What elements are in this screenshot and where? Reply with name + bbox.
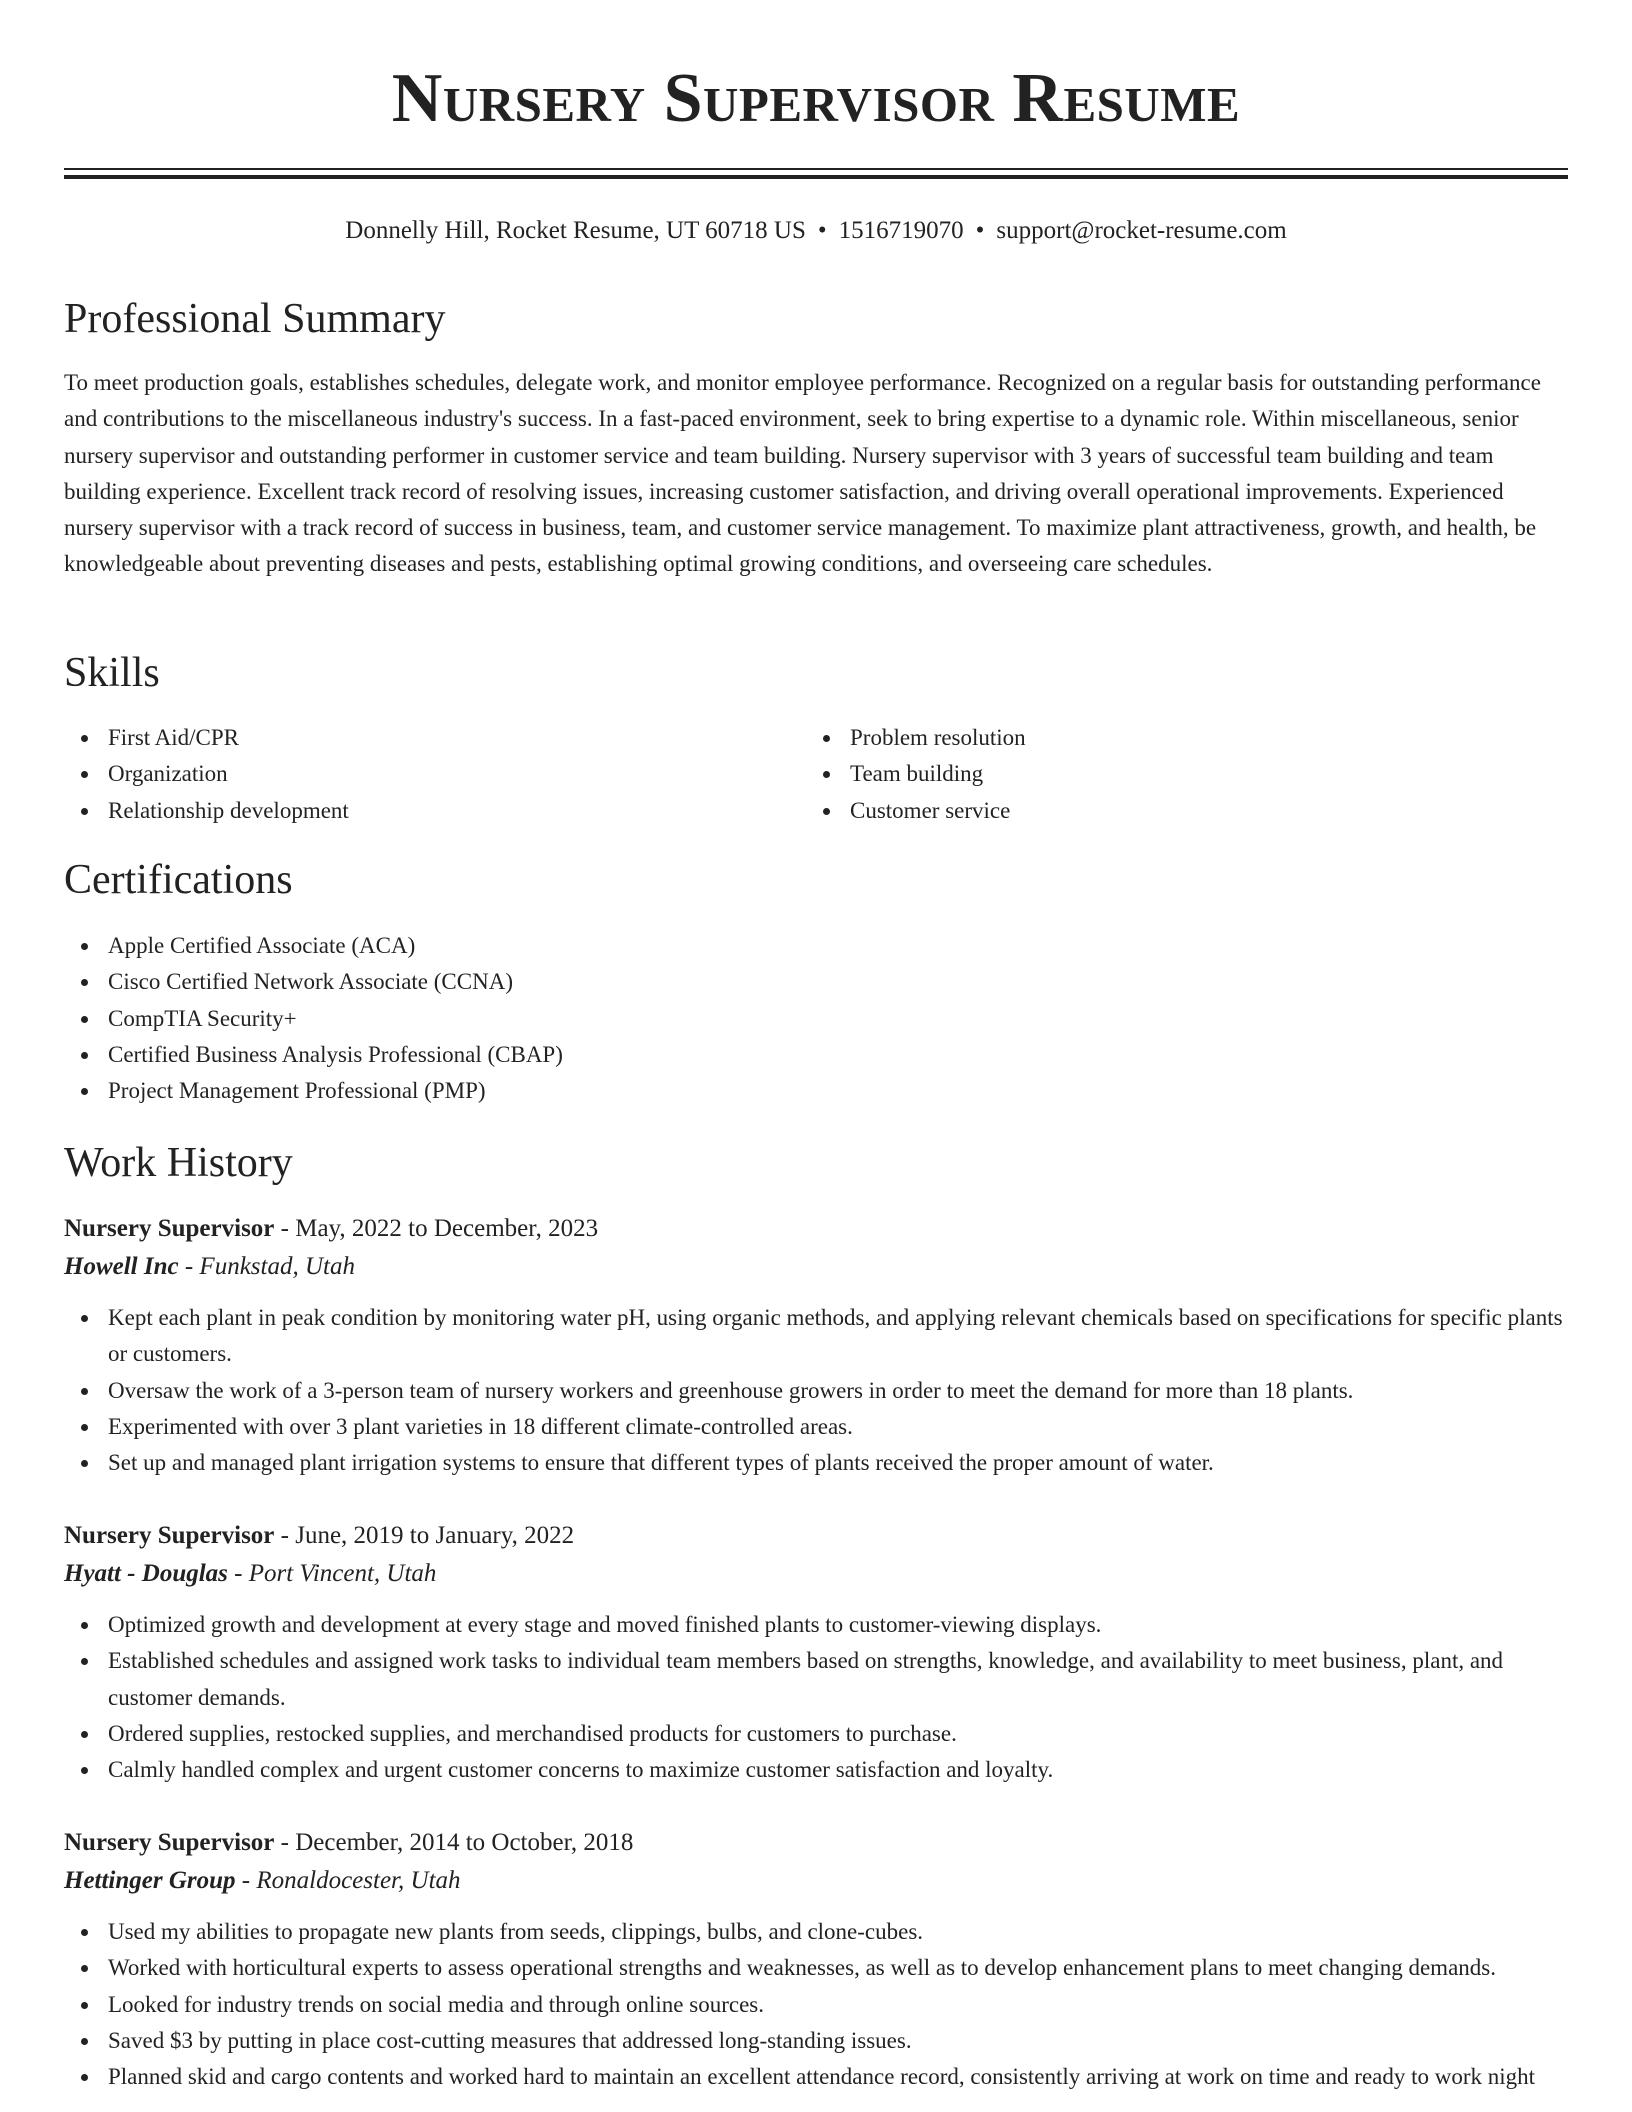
job-bullets xyxy=(64,1914,1568,2095)
job-bullet: Set up and managed plant irrigation systems to ensure that different types of plants received the proper amount of water. xyxy=(64,1445,1568,1481)
job-bullet: Planned skid and cargo contents and worked hard to maintain an excellent attendance record, consistently arriving at work on time and ready to work night xyxy=(64,2059,1568,2095)
skills-column-left xyxy=(64,720,806,829)
job-header xyxy=(64,1824,1568,1862)
skill-item: Relationship development xyxy=(64,793,806,829)
resume-title: Nursery Supervisor Resume xyxy=(391,60,1241,137)
job-employer xyxy=(64,1248,1568,1286)
certification-item: Cisco Certified Network Associate (CCNA) xyxy=(64,964,1568,1000)
summary-heading: Professional Summary xyxy=(64,296,446,342)
certification-item: Apple Certified Associate (ACA) xyxy=(64,928,1568,964)
job-title: Nursery Supervisor xyxy=(64,1215,275,1242)
skills-column-right xyxy=(806,720,1548,829)
job-bullet: Kept each plant in peak condition by monitoring water pH, using organic methods, and applying relevant chemicals based on specifications for specific plants or customers. xyxy=(64,1300,1568,1373)
job-bullet: Established schedules and assigned work tasks to individual team members based on strengths, knowledge, and availability to meet business, plant, and customer demands. xyxy=(64,1643,1568,1716)
certification-item: Project Management Professional (PMP) xyxy=(64,1073,1568,1109)
job-header xyxy=(64,1517,1568,1555)
job-entry xyxy=(64,1824,1568,2095)
certifications-list xyxy=(64,928,1568,1109)
title-divider-thin xyxy=(64,168,1568,170)
job-company: Hyatt - Douglas xyxy=(64,1560,228,1587)
work-history-heading: Work History xyxy=(64,1140,293,1186)
job-bullets xyxy=(64,1607,1568,1788)
job-bullets xyxy=(64,1300,1568,1481)
job-entry xyxy=(64,1210,1568,1481)
job-dates: - December, 2014 to October, 2018 xyxy=(280,1829,634,1856)
job-company: Hettinger Group xyxy=(64,1867,236,1894)
certification-item: CompTIA Security+ xyxy=(64,1001,1568,1037)
certifications-heading: Certifications xyxy=(64,857,293,903)
certification-item: Certified Business Analysis Professional (CBAP) xyxy=(64,1037,1568,1073)
skill-item: Organization xyxy=(64,756,806,792)
job-bullet: Saved $3 by putting in place cost-cutting measures that addressed long-standing issues. xyxy=(64,2023,1568,2059)
job-bullet: Worked with horticultural experts to assess operational strengths and weaknesses, as well as to develop enhancement plans to meet changing demands. xyxy=(64,1950,1568,1986)
job-bullet: Ordered supplies, restocked supplies, and merchandised products for customers to purchase. xyxy=(64,1716,1568,1752)
skill-item: Customer service xyxy=(806,793,1548,829)
skill-item: Team building xyxy=(806,756,1548,792)
job-location: - Port Vincent, Utah xyxy=(234,1560,437,1587)
job-location: - Ronaldocester, Utah xyxy=(241,1867,461,1894)
job-header xyxy=(64,1210,1568,1248)
contact-separator: • xyxy=(817,217,827,244)
job-bullet: Optimized growth and development at every stage and moved finished plants to customer-viewing displays. xyxy=(64,1607,1568,1643)
job-employer xyxy=(64,1862,1568,1900)
skills-heading: Skills xyxy=(64,650,160,696)
job-bullet: Calmly handled complex and urgent customer concerns to maximize customer satisfaction and loyalty. xyxy=(64,1752,1568,1788)
skill-item: First Aid/CPR xyxy=(64,720,806,756)
job-company: Howell Inc xyxy=(64,1253,179,1280)
job-bullet: Experimented with over 3 plant varieties in 18 different climate-controlled areas. xyxy=(64,1409,1568,1445)
job-title: Nursery Supervisor xyxy=(64,1829,275,1856)
job-employer xyxy=(64,1555,1568,1593)
contact-address: Donnelly Hill, Rocket Resume, UT 60718 US xyxy=(345,217,806,244)
contact-phone: 1516719070 xyxy=(838,217,964,244)
job-dates: - May, 2022 to December, 2023 xyxy=(280,1215,599,1242)
skill-item: Problem resolution xyxy=(806,720,1548,756)
contact-email: support@rocket-resume.com xyxy=(996,217,1287,244)
contact-line xyxy=(64,214,1568,248)
contact-separator: • xyxy=(975,217,985,244)
job-dates: - June, 2019 to January, 2022 xyxy=(280,1522,575,1549)
job-bullet: Oversaw the work of a 3-person team of nursery workers and greenhouse growers in order to meet the demand for more than 18 plants. xyxy=(64,1373,1568,1409)
job-bullet: Looked for industry trends on social media and through online sources. xyxy=(64,1987,1568,2023)
job-entry xyxy=(64,1517,1568,1788)
summary-text: To meet production goals, establishes schedules, delegate work, and monitor employee performance. Recognized on a regular basis for outstanding performance and contributions to the miscellaneous industry's success. In a fast-paced environment, seek to bring expertise to a dynamic role. Within miscellaneous, senior nursery supervisor and outstanding performer in customer service and team building. Nursery supervisor with 3 years of successful team building and team building experience. Excellent track record of resolving issues, increasing customer satisfaction, and driving overall operational improvements. Experienced nursery supervisor with a track record of success in business, team, and customer service management. To maximize plant attractiveness, growth, and health, be knowledgeable about preventing diseases and pests, establishing optimal growing conditions, and overseeing care schedules. xyxy=(64,370,1541,577)
job-bullet: Used my abilities to propagate new plants from seeds, clippings, bulbs, and clone-cubes. xyxy=(64,1914,1568,1950)
job-location: - Funkstad, Utah xyxy=(184,1253,355,1280)
title-divider-thick xyxy=(64,175,1568,179)
resume-page xyxy=(64,0,1568,2090)
job-title: Nursery Supervisor xyxy=(64,1522,275,1549)
